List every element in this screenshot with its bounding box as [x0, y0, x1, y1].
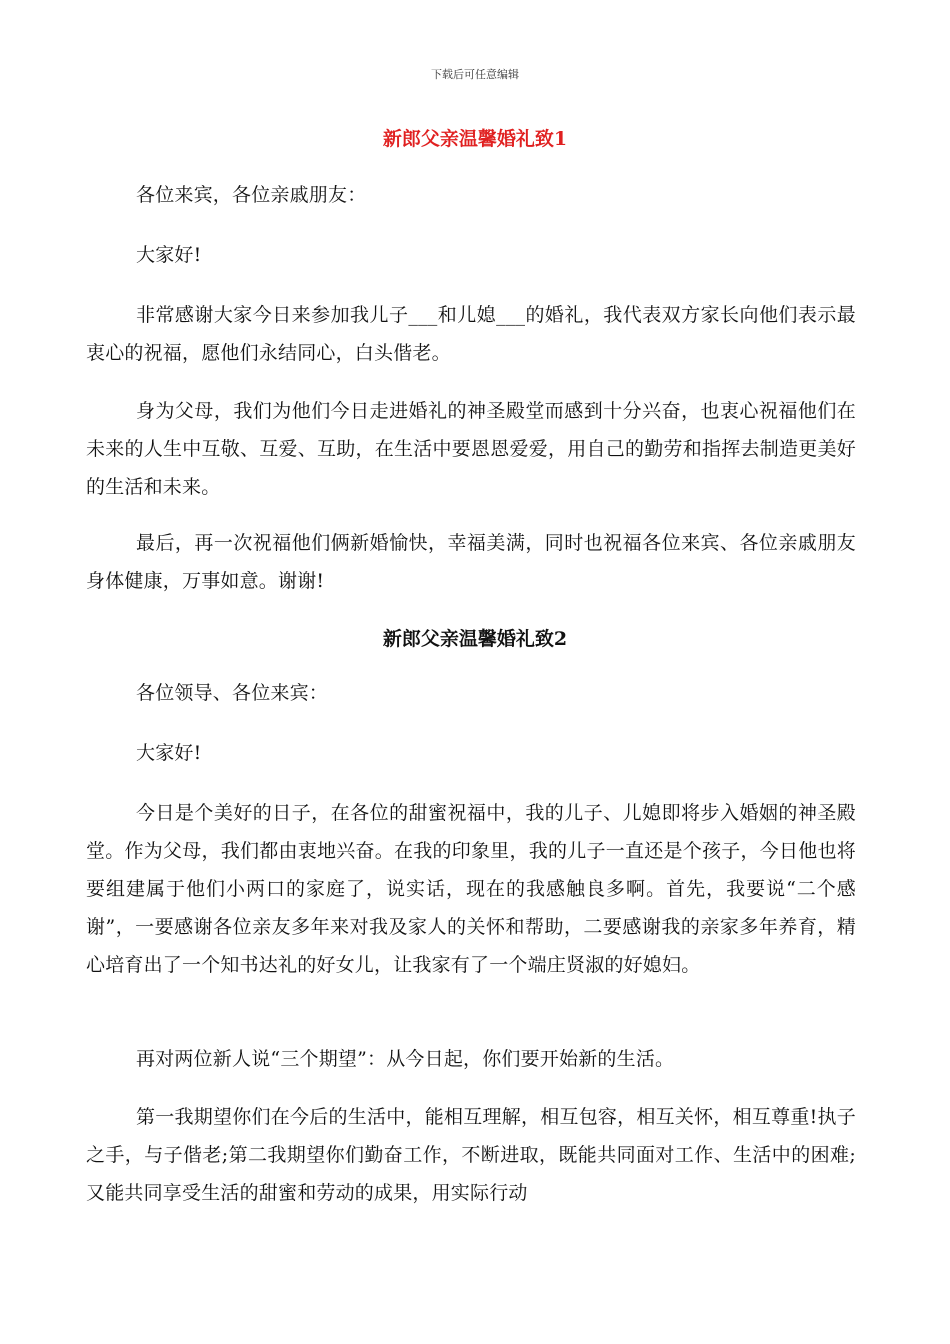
section-2-paragraph: 第一我期望你们在今后的生活中，能相互理解，相互包容，相互关怀，相互尊重!执子之手，与子偕老;第二我期望你们勤奋工作，不断进取，既能共同面对工作、生活中的困难;又能共同享受生活的甜蜜和劳动的成果，用实际行动	[86, 1106, 856, 1204]
section-2-paragraph: 大家好!	[136, 742, 202, 764]
section-2-paragraph: 再对两位新人说“三个期望”：从今日起，你们要开始新的生活。	[136, 1048, 675, 1070]
section-1-paragraph: 身为父母，我们为他们今日走进婚礼的神圣殿堂而感到十分兴奋，也衷心祝福他们在未来的人生中互敬、互爱、互助，在生活中要恩恩爱爱，用自己的勤劳和指挥去制造更美好的生活和未来。	[86, 400, 856, 498]
section-1-paragraph: 最后，再一次祝福他们俩新婚愉快，幸福美满，同时也祝福各位来宾、各位亲戚朋友身体健康，万事如意。谢谢!	[86, 532, 856, 592]
section-1-title: 新郎父亲温馨婚礼致1	[382, 128, 568, 150]
section-1-paragraph: 大家好!	[136, 244, 202, 266]
header-note: 下载后可任意编辑	[431, 68, 519, 81]
section-1-paragraph: 各位来宾，各位亲戚朋友：	[136, 184, 367, 206]
section-2-paragraph: 各位领导、各位来宾：	[136, 682, 329, 704]
section-1-paragraph: 非常感谢大家今日来参加我儿子___和儿媳___的婚礼，我代表双方家长向他们表示最衷心的祝福，愿他们永结同心，白头偕老。	[86, 304, 856, 364]
section-2-paragraph: 今日是个美好的日子，在各位的甜蜜祝福中，我的儿子、儿媳即将步入婚姻的神圣殿堂。作为父母，我们都由衷地兴奋。在我的印象里，我的儿子一直还是个孩子，今日他也将要组建属于他们小两口的家庭了，说实话，现在的我感触良多啊。首先，我要说“二个感谢”，一要感谢各位亲友多年来对我及家人的关怀和帮助，二要感谢我的亲家多年养育，精心培育出了一个知书达礼的好女儿，让我家有了一个端庄贤淑的好媳妇。	[86, 802, 856, 976]
section-2-title: 新郎父亲温馨婚礼致2	[382, 628, 568, 650]
